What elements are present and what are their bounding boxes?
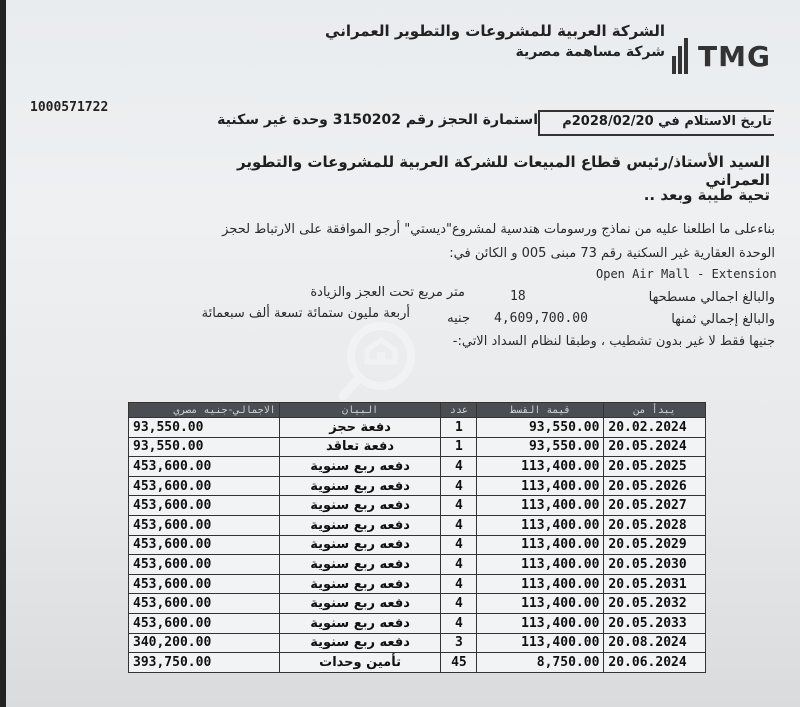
cell-start-date: 20.05.2025	[604, 457, 706, 477]
cell-total: 453,600.00	[129, 476, 280, 496]
cell-description: دفعه ربع سنوية	[279, 613, 441, 633]
cell-installment: 113,400.00	[477, 476, 604, 496]
cell-start-date: 20.05.2029	[604, 535, 706, 555]
cell-count: 45	[441, 653, 477, 673]
cell-count: 4	[441, 476, 477, 496]
company-logo	[672, 36, 778, 76]
table-row	[129, 496, 706, 516]
cell-description: دفعه ربع سنوية	[279, 457, 441, 477]
house-search-icon	[335, 318, 421, 404]
cell-count: 4	[441, 613, 477, 633]
cell-description: دفعه ربع سنوية	[279, 555, 441, 575]
cell-count: 4	[441, 515, 477, 535]
cell-description: دفعه ربع سنوية	[279, 476, 441, 496]
table-row	[129, 555, 706, 575]
cell-installment: 113,400.00	[477, 535, 604, 555]
cell-total: 340,200.00	[129, 633, 280, 653]
payment-schedule-table	[128, 402, 706, 673]
cell-count: 3	[441, 633, 477, 653]
cell-start-date: 20.05.2030	[604, 555, 706, 575]
table-row	[129, 574, 706, 594]
cell-description: دفعه ربع سنوية	[279, 574, 441, 594]
cell-installment: 113,400.00	[477, 457, 604, 477]
cell-count: 4	[441, 496, 477, 516]
cell-description: تأمين وحدات	[279, 653, 441, 673]
cell-start-date: 20.05.2028	[604, 515, 706, 535]
cell-total: 93,550.00	[129, 437, 280, 457]
table-header-row	[129, 403, 706, 418]
area-value: 18	[510, 289, 526, 304]
cell-start-date: 20.05.2031	[604, 574, 706, 594]
table-row	[129, 515, 706, 535]
cell-total: 453,600.00	[129, 496, 280, 516]
header-description: البيان	[279, 403, 441, 418]
cell-installment: 93,550.00	[477, 418, 604, 438]
form-title: استمارة الحجز رقم 3150202 وحدة غير سكنية	[217, 112, 538, 128]
cell-installment: 113,400.00	[477, 515, 604, 535]
cell-start-date: 20.05.2026	[604, 476, 706, 496]
cell-total: 453,600.00	[129, 594, 280, 614]
cell-total: 453,600.00	[129, 535, 280, 555]
cell-count: 1	[441, 418, 477, 438]
header-count: عدد	[441, 403, 477, 418]
cell-count: 4	[441, 457, 477, 477]
cell-total: 393,750.00	[129, 653, 280, 673]
cell-count: 1	[441, 437, 477, 457]
area-label: والبالغ اجمالي مسطحها	[648, 290, 775, 305]
cell-installment: 113,400.00	[477, 594, 604, 614]
price-currency: جنيه	[447, 311, 470, 326]
cell-count: 4	[441, 535, 477, 555]
cell-installment: 113,400.00	[477, 496, 604, 516]
cell-installment: 113,400.00	[477, 613, 604, 633]
table-row	[129, 457, 706, 477]
cell-installment: 8,750.00	[477, 653, 604, 673]
price-value: 4,609,700.00	[494, 311, 588, 326]
payment-terms: جنيها فقط لا غير بدون تشطيب ، وطبقا لنظام السداد الاتي:-	[452, 334, 775, 349]
table-row	[129, 535, 706, 555]
table-row	[129, 633, 706, 653]
header-total: الاجمالي-جنيه مصري	[129, 403, 280, 418]
cell-installment: 113,400.00	[477, 574, 604, 594]
cell-count: 4	[441, 594, 477, 614]
cell-total: 453,600.00	[129, 457, 280, 477]
body-line-1: بناءعلى ما اطلعنا عليه من نماذج ورسومات هندسية لمشروع"ديستي" أرجو الموافقة على الارتباط لحجز	[222, 222, 775, 237]
addressee: السيد الأستاذ/رئيس قطاع المبيعات للشركة العربية للمشروعات والتطوير العمراني	[236, 153, 770, 189]
cell-count: 4	[441, 574, 477, 594]
cell-total: 453,600.00	[129, 613, 280, 633]
area-unit: متر مربع تحت العجز والزيادة	[310, 285, 465, 300]
logo-bars-icon	[672, 38, 694, 74]
cell-description: دفعه ربع سنوية	[279, 535, 441, 555]
cell-start-date: 20.02.2024	[604, 418, 706, 438]
table-row	[129, 476, 706, 496]
cell-start-date: 20.05.2024	[604, 437, 706, 457]
cell-total: 453,600.00	[129, 515, 280, 535]
body-line-2: الوحدة العقارية غير السكنية رقم 73 مبنى 005 و الكائن في:	[449, 246, 775, 261]
cell-total: 453,600.00	[129, 574, 280, 594]
table-row	[129, 437, 706, 457]
table-row	[129, 418, 706, 438]
cell-installment: 113,400.00	[477, 633, 604, 653]
cell-total: 453,600.00	[129, 555, 280, 575]
cell-description: دفعه ربع سنوية	[279, 594, 441, 614]
cell-description: دفعة تعاقد	[279, 437, 441, 457]
cell-start-date: 20.05.2027	[604, 496, 706, 516]
price-words: أربعة مليون ستمائة تسعة ألف سبعمائة	[201, 306, 410, 321]
cell-start-date: 20.08.2024	[604, 633, 706, 653]
header-installment: قيمة القسط	[477, 403, 604, 418]
price-label: والبالغ إجمالي ثمنها	[671, 312, 775, 327]
company-name: الشركة العربية للمشروعات والتطوير العمراني	[325, 22, 665, 40]
receipt-date: تاريخ الاستلام في 2028/02/20م	[562, 114, 772, 129]
table-row	[129, 594, 706, 614]
cell-installment: 113,400.00	[477, 555, 604, 575]
document-number: 1000571722	[30, 100, 109, 115]
cell-description: دفعة حجز	[279, 418, 441, 438]
cell-count: 4	[441, 555, 477, 575]
greeting: تحية طيبة وبعد ..	[643, 186, 770, 204]
logo-text: TMG	[698, 39, 771, 73]
cell-description: دفعه ربع سنوية	[279, 633, 441, 653]
header-start: يبدأ من	[604, 403, 706, 418]
cell-start-date: 20.05.2033	[604, 613, 706, 633]
cell-installment: 93,550.00	[477, 437, 604, 457]
table-row	[129, 653, 706, 673]
cell-total: 93,550.00	[129, 418, 280, 438]
location: Open Air Mall - Extension	[596, 267, 777, 281]
cell-start-date: 20.05.2032	[604, 594, 706, 614]
cell-description: دفعه ربع سنوية	[279, 496, 441, 516]
cell-start-date: 20.06.2024	[604, 653, 706, 673]
company-subtitle: شركة مساهمة مصرية	[515, 44, 665, 60]
table-row	[129, 613, 706, 633]
cell-description: دفعه ربع سنوية	[279, 515, 441, 535]
